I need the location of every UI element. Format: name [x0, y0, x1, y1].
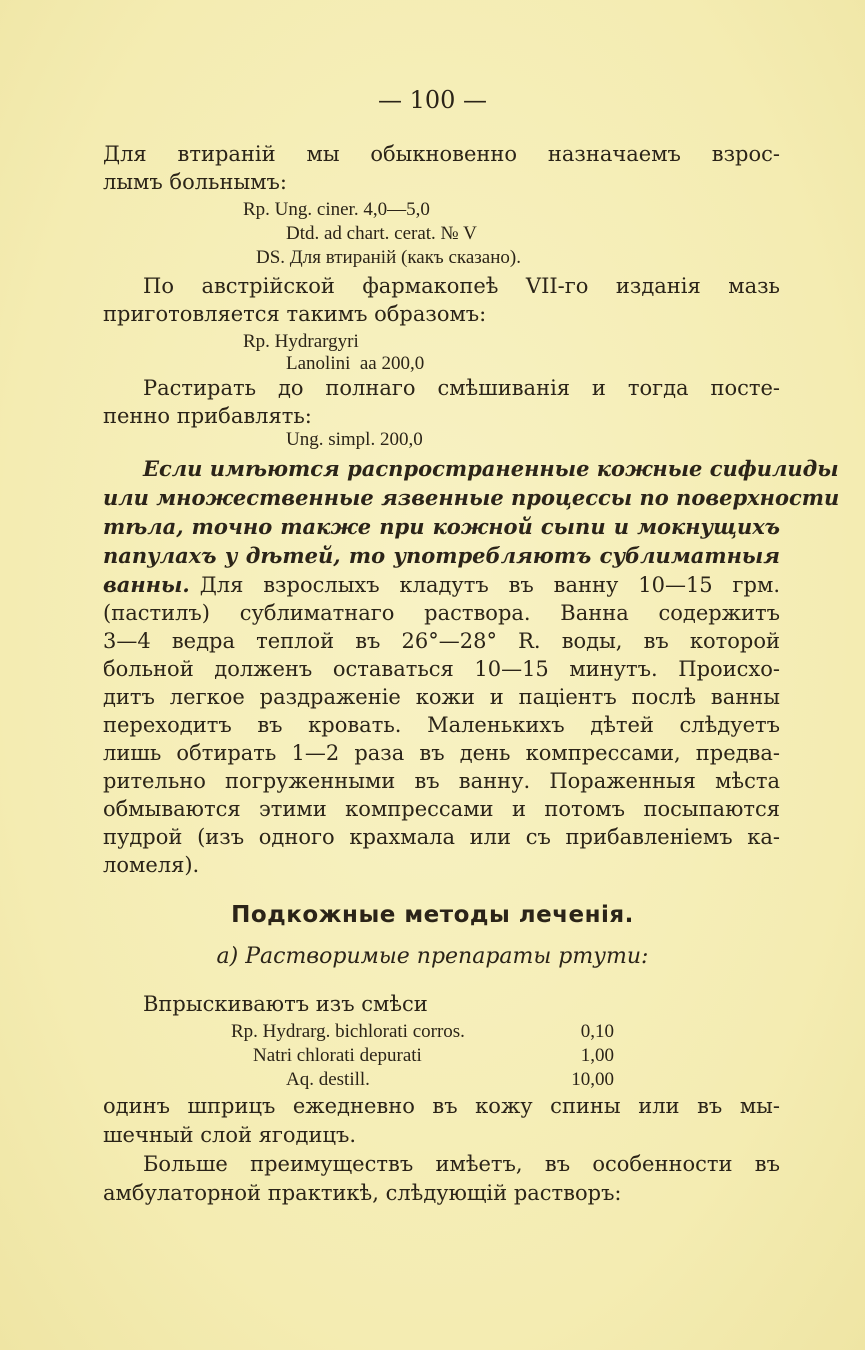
text-line: одинъ шприцъ ежедневно въ кожу спины или въ мы-: [103, 1094, 780, 1118]
prescription-name: Rp. Hydrarg. bichlorati corros.: [231, 1021, 465, 1042]
text-line: дитъ легкое раздраженіе кожи и паціентъ послѣ ванны: [103, 685, 780, 709]
prescription-line: Ung. simpl. 200,0: [286, 429, 423, 450]
text-line: переходитъ въ кровать. Маленькихъ дѣтей слѣдуетъ: [103, 713, 780, 737]
text-segment: Для взрослыхъ кладутъ въ ванну 10—15 грм.: [199, 573, 780, 597]
text-line: пудрой (изъ одного крахмала или съ прибавленіемъ ка-: [103, 825, 780, 849]
italic-text-line: или множественные язвенные процессы по поверхности: [103, 485, 840, 510]
prescription-line: Lanolini aa 200,0: [286, 353, 425, 374]
italic-word: ванны.: [103, 572, 190, 597]
text-line: больной долженъ оставаться 10—15 минутъ. Происхо-: [103, 657, 780, 681]
prescription-quantity: 0,10: [580, 1021, 614, 1042]
prescription-line: Dtd. ad chart. cerat. № V: [286, 223, 477, 244]
prescription-name: Aq. destill.: [286, 1069, 370, 1090]
text-line: (пастилъ) сублиматнаго раствора. Ванна содержитъ: [103, 601, 780, 625]
text-line: Растирать до полнаго смѣшиванія и тогда посте-: [143, 376, 780, 400]
text-line: 3—4 ведра теплой въ 26°—28° R. воды, въ которой: [103, 629, 780, 653]
text-line: лишь обтирать 1—2 раза въ день компрессами, предва-: [103, 741, 780, 765]
prescription-line: Rp. Hydrargyri: [243, 331, 359, 352]
italic-text-line: Если имѣются распространенные кожные сифилиды: [143, 456, 839, 481]
text-line: Больше преимуществъ имѣетъ, въ особенности въ: [143, 1152, 780, 1176]
text-line: Впрыскиваютъ изъ смѣси: [143, 992, 428, 1016]
mixed-text-line: [103, 571, 780, 599]
prescription-line: Rp. Ung. ciner. 4,0—5,0: [243, 199, 430, 220]
subheading: a) Растворимые препараты ртути:: [216, 944, 649, 969]
text-line: По австрійской фармакопеѣ VII-го изданія мазь: [143, 274, 780, 298]
section-heading: Подкожные методы леченія.: [231, 902, 634, 928]
page-number: — 100 —: [377, 86, 488, 114]
italic-text-line: папулахъ у дѣтей, то употребляютъ сублиматныя: [103, 543, 780, 568]
text-line: рительно погруженными въ ванну. Пораженныя мѣста: [103, 769, 780, 793]
text-line: Для втираній мы обыкновенно назначаемъ взрос-: [103, 142, 780, 166]
text-line: обмываются этими компрессами и потомъ посыпаются: [103, 797, 780, 821]
text-line: приготовляется такимъ образомъ:: [103, 302, 487, 326]
prescription-name: Natri chlorati depurati: [253, 1045, 422, 1066]
text-line: ломеля).: [103, 853, 200, 877]
italic-text-line: тѣла, точно также при кожной сыпи и мокнущихъ: [103, 514, 780, 539]
prescription-quantity: 10,00: [571, 1069, 614, 1090]
prescription-line: DS. Для втираній (какъ сказано).: [256, 247, 521, 268]
prescription-quantity: 1,00: [580, 1045, 614, 1066]
text-line: лымъ больнымъ:: [103, 170, 287, 194]
text-line: шечный слой ягодицъ.: [103, 1123, 356, 1147]
text-line: амбулаторной практикѣ, слѣдующій растворъ:: [103, 1181, 622, 1205]
text-line: пенно прибавлять:: [103, 404, 312, 428]
